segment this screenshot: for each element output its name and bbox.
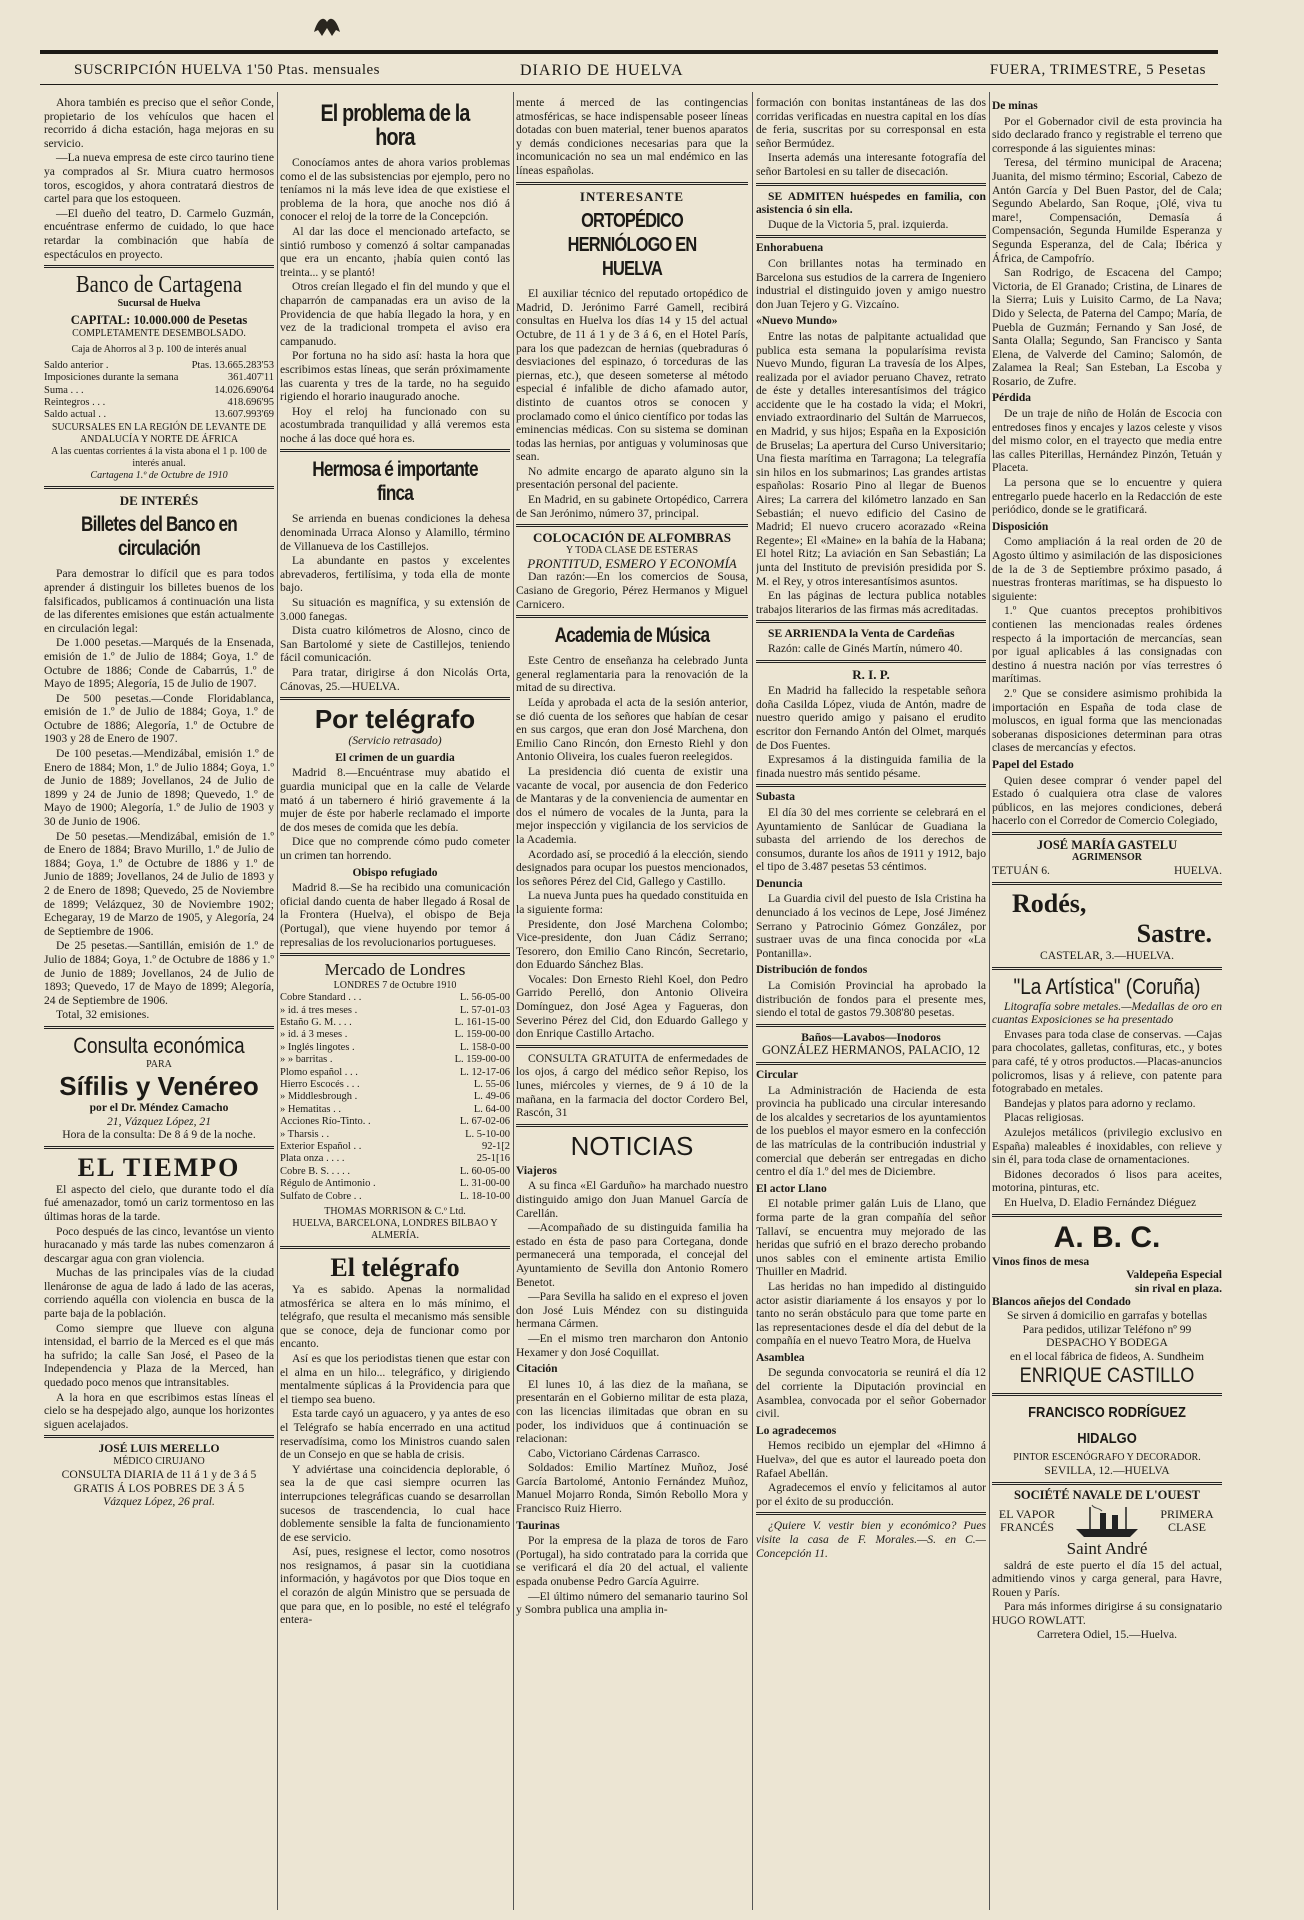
separator: [280, 953, 510, 956]
ad-consulta-address: 21, Vázquez López, 21: [106, 1114, 212, 1128]
article-paragraph: —El último número del semanario taurino Sol y Sombra publica una amplia in-: [516, 1589, 748, 1617]
separator: [756, 183, 986, 186]
market-firm: THOMAS MORRISON & C.º Ltd.: [324, 1206, 466, 1217]
article-paragraph: Bandejas y platos para adorno y reclamo.: [1004, 1096, 1196, 1110]
article-paragraph: Las heridas no han impedido al distinguido actor asistir diariamente á los ensayos y por lo tanto no serán obstáculo para que tome parte en las representaciones desde el día del debut de la compañía en el nuevo Teatro Mora, de Huelva: [756, 1279, 986, 1348]
separator: [756, 620, 986, 623]
table-row: [280, 992, 510, 1004]
article-paragraph: —Acompañado de su distinguida familia ha estado en ésta de paso para Cortegana, donde permanecerá una temporada, el concejal del Ayuntamiento de Sevilla don Antonio Romero Benetot.: [516, 1221, 748, 1289]
article-paragraph: Ya es sabido. Apenas la normalidad atmosférica se altera en lo más mínimo, el telégrafo, que resulta el mecanismo más sensible que se conoce, deja de funcionar como por encanto.: [280, 1283, 510, 1351]
ad-admiten-address: Duque de la Victoria 5, pral. izquierda.: [768, 217, 949, 231]
article-paragraph: La persona que se lo encuentre y quiera entregarlo puede hacerlo en la Redacción de este periódico, donde se le gratificará.: [992, 476, 1222, 517]
article-headline: Billetes del Banco en circulación: [80, 513, 237, 561]
ad-abc-line: Valdepeña Especial: [1126, 1268, 1222, 1282]
table-row: [44, 385, 274, 397]
ad-alfombras-slogan: PRONTITUD, ESMERO Y ECONOMÍA: [527, 555, 737, 571]
table-cell: L. 56-05-00: [459, 992, 510, 1004]
bank-branch: Sucursal de Huelva: [117, 298, 201, 310]
ad-gastelu-address: [992, 864, 1222, 878]
article-paragraph: Así es que los periodistas tienen que estar con el alma en un hilo... telegráfico, y dirigiendo mentalmente súplicas á la Providencia para que el tiempo sea bueno.: [280, 1351, 510, 1406]
separator: [756, 1024, 986, 1027]
table-row: [280, 1129, 510, 1141]
separator: [44, 265, 274, 268]
article-subheadline: (Servicio retrasado): [348, 734, 442, 748]
table-cell: L. 60-05-00: [459, 1165, 510, 1177]
ad-hidalgo-name: FRANCISCO RODRÍGUEZ HIDALGO: [1028, 1404, 1186, 1448]
ad-abc-line: Para pedidos, utilizar Teléfono nº 99: [1022, 1322, 1192, 1336]
article-paragraph: Por el Gobernador civil de esta provincia ha sido declarado franco y registrable el terreno que corresponde á las siguientes minas:: [992, 114, 1222, 155]
article-subheading: Papel del Estado: [992, 758, 1074, 771]
separator: [756, 235, 986, 238]
separator: [516, 1124, 748, 1127]
table-row: [44, 360, 274, 372]
table-row: [44, 397, 274, 409]
article-headline: Hermosa é importante finca: [312, 458, 478, 506]
table-cell: Plata onza . . . .: [280, 1153, 345, 1165]
article-subheading: Disposición: [992, 520, 1049, 533]
table-cell: Acciones Río-Tinto. .: [280, 1116, 371, 1128]
bank-title: Banco de Cartagena: [75, 272, 243, 299]
article-paragraph: Su situación es magnífica, y su extensión de 3.000 fanegas.: [280, 596, 510, 623]
article-paragraph: Soldados: Emilio Martínez Muñoz, José García Bartolomé, Antonio Fernández Muñoz, Manuel Mojarro Ronda, Simón Rebollo Mora y Francisco Ruiz Hierro.: [516, 1461, 748, 1516]
article-paragraph: En las páginas de lectura publica notables trabajos literarios de las firmas más acreditadas.: [756, 589, 986, 616]
table-cell: L. 55-06: [473, 1078, 510, 1090]
article-paragraph: saldrá de este puerto el día 15 del actual, admitiendo vinos y carga general, para Havre, Rouen y París.: [992, 1558, 1222, 1599]
masthead-bottom-rule: [40, 84, 1218, 85]
table-cell: L. 67-02-06: [459, 1116, 510, 1128]
ad-gastelu-street: TETUÁN 6.: [992, 864, 1050, 878]
article-subheading: Circular: [756, 1069, 798, 1081]
article-paragraph: La abundante en pastos y excelentes abrevaderos, fertilísima, y toda ella de monte bajo.: [280, 554, 510, 595]
table-row: [280, 1054, 510, 1066]
article-paragraph: CONSULTA GRATUITA de enfermedades de los ojos, á cargo del médico señor Repiso, los lunes, miércoles y viernes, de 9 á 10 de la mañana, en la farmacia del doctor Cordero Bel, Rascón, 31: [516, 1051, 748, 1120]
ad-rodes-name: Rodés,: [1012, 889, 1087, 919]
article-paragraph: Placas religiosas.: [1004, 1111, 1084, 1125]
market-date: LONDRES 7 de Octubre 1910: [333, 980, 457, 992]
article-paragraph: Dice que no comprende cómo pudo cometer un crimen tan horrendo.: [280, 835, 510, 862]
table-row: [280, 1104, 510, 1116]
article-paragraph: Esta tarde cayó un aguacero, y ya antes de eso el Telégrafo se había encerrado en una actitud reservadísima, como los Ministros cuando salen de un Consejo en que se habla de crisis.: [280, 1407, 510, 1462]
article-paragraph: Para demostrar lo difícil que es para todos aprender á distinguir los billetes buenos de los falsificados, publicamos á continuación una lista de las diferentes emisiones que están actualmente en circulación legal:: [44, 567, 274, 635]
article-paragraph: Conocíamos antes de ahora varios problemas como el de las subsistencias por ejemplo, pero no teníamos ni la más leve idea de que existiese el problema de la hora, que anoche nos dió á conocer el reloj de la torre de la Concepción.: [280, 156, 510, 224]
bank-capital: CAPITAL: 10.000.000 de Pesetas: [70, 313, 248, 328]
ad-abc-line: DESPACHO Y BODEGA: [1046, 1336, 1168, 1350]
article-paragraph: Bidones decorados ó lisos para aceites, motorina, pinturas, etc.: [992, 1167, 1222, 1195]
table-cell: Estaño G. M. . . .: [280, 1016, 352, 1028]
table-cell: Cobre Standard . . .: [280, 992, 362, 1004]
table-cell: L. 49-06: [473, 1091, 510, 1103]
article-subheading: El crimen de un guardia: [335, 751, 455, 764]
table-cell: 13.607.993'69: [214, 409, 274, 421]
article-paragraph: Teresa, del término municipal de Aracena; Juanita, del mismo término; Escorial, Cabezo de Antón García y Del Buen Pastor, del de Cala; Segundo Abelardo, San Roque, ¡Olé, viva tu mare!, Compensación, Demasía á Compensación, Segunda Humilde Esperanza y Segunda Esperanza, del de Cala; Ibérica y África, de Campofrío.: [992, 156, 1222, 265]
article-paragraph: Como ampliación á la real orden de 20 de Agosto último y asimilación de las disposiciones de la de 3 de Septiembre próximo pasado, á nuestras fronteras marítimas, se ha dispuesto lo siguiente:: [992, 535, 1222, 603]
ad-consulta-para: PARA: [146, 1058, 172, 1070]
table-cell: Sulfato de Cobre . .: [280, 1190, 362, 1202]
bank-note-2: A las cuentas corrientes á la vista abona el 1 p. 100 de interés anual.: [51, 445, 267, 469]
article-paragraph: Madrid 8.—Encuéntrase muy abatido el guardia municipal que en la calle de Velarde mató á un tabernero é hirió gravemente á la mujer de éste por haberle reclamado el importe de dos meses de comida que les debía.: [280, 766, 510, 834]
separator: [992, 967, 1222, 970]
article-paragraph: La Administración de Hacienda de esta provincia ha publicado una circular interesando de los alcaldes y secretarios de los ayuntamientos de los pueblos el mayor esmero en la confección de las matrículas de la contribución industrial y comercial que deberán ser entregadas en dicho centro el día 1.º del mes de Diciembre.: [756, 1083, 986, 1179]
article-headline: ORTOPÉDICO HERNIÓLOGO EN HUELVA: [567, 210, 697, 281]
article-paragraph: Acordado así, se procedió á la elección, siendo designados para ocupar los puestos mencionados, los señores Pérez del Cid, Gallego y Castillo.: [516, 847, 748, 888]
ad-gastelu-name: JOSÉ MARÍA GASTELU: [1036, 837, 1178, 852]
article-paragraph: De 100 pesetas.—Mendizábal, emisión 1.º de Enero de 1884; Mon, 1.º de Julio 1884; Goya, 1.º de Junio de 1889; Jovellanos, 24 de Julio de 1899 y 24 de Junio de 1898; Quevedo, 1.º de Mayo de 1900; Alegoría, 1.º de Julio de 1903 y 30 de Junio de 1906.: [44, 747, 274, 829]
separator: [516, 1045, 748, 1048]
table-row: [44, 372, 274, 384]
ad-navale-ship: Saint André: [1066, 1538, 1148, 1558]
separator: [756, 660, 986, 663]
article-subheading: El actor Llano: [756, 1182, 827, 1195]
table-row: [280, 1116, 510, 1128]
article-headline: Por telégrafo: [314, 704, 476, 735]
article-subheading: Taurinas: [516, 1519, 560, 1532]
article-paragraph: Quien desee comprar ó vender papel del Estado ó cualquiera otra clase de valores públicos, en las mejores condiciones, deberá hacerlo con el Corredor de Comercio Colegiado,: [992, 773, 1222, 828]
article-paragraph: Así, pues, resignese el lector, como nosotros nos resignamos, á pasar sin la cuotidiana información, y hagávotos por que Dios toque en el corazón de algún Ministro que se persuada de que para que, en lo posible, no esté el telégrafo entera-: [280, 1545, 510, 1627]
table-cell: L. 158-0-00: [459, 1041, 510, 1053]
table-row: [280, 1017, 510, 1029]
ad-abc-line: Vinos finos de mesa: [992, 1254, 1090, 1268]
article-headline: Mercado de Londres: [324, 960, 466, 980]
article-paragraph: Vocales: Don Ernesto Riehl Koel, don Pedro Garrido Perelló, don Antonio Oliveira Domínguez, don José Agea y Fagueras, don Severino Pérez del Cid, don Eduardo Gallego y don Enrique Castillo Artacho.: [516, 972, 748, 1041]
article-subheading: De minas: [992, 100, 1038, 112]
separator: [44, 1435, 274, 1438]
steamship-icon: [1072, 1503, 1142, 1539]
article-paragraph: El lunes 10, á las diez de la mañana, se presentarán en el Gobierno militar de esta plaza, con las licencias ilimitadas que obran en su poder, los individuos que á continuación se relacionan:: [516, 1377, 748, 1446]
ad-merello-name: JOSÉ LUIS MERELLO: [98, 1442, 220, 1456]
section-heading: INTERESANTE: [579, 188, 685, 204]
column-divider: [752, 92, 753, 1910]
ad-navale-left: EL VAPOR FRANCÉS: [998, 1506, 1056, 1534]
table-cell: Reintegros . . .: [44, 396, 106, 408]
table-cell: Imposiciones durante la semana: [44, 372, 179, 384]
separator: [992, 832, 1222, 835]
article-paragraph: Por fortuna no ha sido así: hasta la hora que escribimos estas líneas, que serán próximamente las cuarenta y tres de la tarde, no ha seguido rigiendo el horario inaugurado anoche.: [280, 349, 510, 404]
separator: [516, 615, 748, 618]
ad-rodes-address: CASTELAR, 3.—HUELVA.: [1040, 949, 1174, 963]
table-cell: 361.407'11: [227, 372, 274, 384]
article-paragraph: Envases para toda clase de conservas. —Cajas para chocolates, galletas, confituras, etc., y botes para café, té y otros productos.—Placas-anuncios policromos, lisas y á relieve, con patente para fotograbado en metales.: [992, 1027, 1222, 1096]
article-paragraph: Para tratar, dirigirse á don Nicolás Orta, Cánovas, 25.—HUELVA.: [280, 666, 510, 693]
table-cell: » » barritas .: [280, 1054, 333, 1066]
ad-consulta-doctor: por el Dr. Méndez Camacho: [89, 1100, 229, 1114]
ad-admiten: SE ADMITEN huéspedes en familia, con asistencia ó sin ella.: [756, 189, 986, 217]
ad-abc-line: sin rival en plaza.: [1135, 1281, 1222, 1295]
table-cell: Hierro Escocés . . .: [280, 1078, 360, 1090]
ad-banos-name: GONZÁLEZ HERMANOS, PALACIO, 12: [762, 1043, 980, 1058]
table-cell: 25-1[16: [476, 1153, 510, 1165]
table-cell: Régulo de Antimonio .: [280, 1178, 376, 1190]
table-cell: » Hematitas . .: [280, 1103, 341, 1115]
table-row: [280, 1042, 510, 1054]
table-cell: Cobre B. S. . . . .: [280, 1165, 351, 1177]
article-paragraph: A su finca «El Garduño» ha marchado nuestro distinguido amigo don Juan Manuel García de Carellán.: [516, 1179, 748, 1220]
ad-abc-line: Blancos añejos del Condado: [992, 1295, 1131, 1309]
ad-abc-line: Se sirven á domicilio en garrafas y botellas: [1007, 1308, 1207, 1322]
ad-alfombras-sub: Y TODA CLASE DE ESTERAS: [565, 544, 699, 556]
article-subheading: Lo agradecemos: [756, 1424, 837, 1437]
article-paragraph: El auxiliar técnico del reputado ortopédico de Madrid, D. Jerónimo Farré Gamell, recibirá consultas en Huelva los días 14 y 15 del actual Octubre, de 11 á 1 y de 3 á 6, en el Hotel París, para los que padezcan de hernias (quebraduras ó desviaciones del espinazo, ó torceduras de las piernas, etc.), que deseen someterse al método especial é infalible de dicho afamado autor, distinto de cuantos otros se conocen y proclamado como el único científico por todas las eminencias médicas. Con su sistema se dominan todas las hernias, por antiguas y voluminosas que sean.: [516, 287, 748, 464]
ad-navale-title: SOCIÉTÉ NAVALE DE L'OUEST: [1013, 1487, 1201, 1502]
article-paragraph: 2.º Que se considere asimismo prohibida la importación en España de toda clase de moluscos, en igual forma que las mencionadas soberanas disposiciones determinan para otras clases de mercancías y efectos.: [992, 686, 1222, 755]
separator: [992, 1214, 1222, 1217]
table-row: [280, 1141, 510, 1153]
article-paragraph: Litografía sobre metales.—Medallas de oro en cuantas Exposiciones se ha presentado: [992, 999, 1222, 1027]
masthead-top-rule: [40, 50, 1218, 54]
ad-morales: ¿Quiere V. vestir bien y económico? Pues visite la casa de F. Morales.—S. en C.—Concepción 11.: [756, 1519, 986, 1560]
article-paragraph: Entre las notas de palpitante actualidad que publica esta semana la popularísima revista Nuevo Mundo, figuran La travesía de los Alpes, realizada por el aviador peruano Chavez, retrato de éste y detalles interesantísimos del trágico accidente que le ha costado la vida; el Mokri, enviado extraordinario del Sultán de Marruecos, en Madrid, y sus hijos; España en la Exposición de Bruselas; La apertura del Curso Universitario; Una fiesta marítima en Tarragona; La telegrafía sin hilos en los submarinos; Las grandes artistas españolas: Rosario Pino al llegar de Buenos Aires; La carrera del kilómetro lanzado en San Sebastián; el nuevo edificio del Casino de Madrid; El nuevo crucero acorazado «Reina Regente»; El «Maine» en la bahía de la Habana; El hotel Ritz; La aviación en San Sebastián; La junta del Instituto de previsión presidida por S. M. el Rey, y otros interesantísimos asuntos.: [756, 329, 986, 588]
article-paragraph: Agradecemos el envío y felicitamos al autor por el éxito de su producción.: [756, 1481, 986, 1508]
article-subheading: Denuncia: [756, 877, 803, 890]
ad-arrienda: SE ARRIENDA la Venta de Cardeñas: [768, 627, 955, 641]
table-row: [280, 1178, 510, 1190]
article-paragraph: De 1.000 pesetas.—Marqués de la Ensenada, emisión de 1.º de Julio de 1884; Goya, 1.º de Octubre de 1886; Conde de Cabarrús, 1.º de Mayo de 1895; Alegoría, 15 de Julio de 1907.: [44, 636, 274, 691]
masthead: [40, 58, 1218, 84]
ad-banos-title: Baños—Lavabos—Inodoros: [801, 1030, 941, 1044]
column-divider: [513, 92, 514, 1910]
obituary-heading: R. I. P.: [852, 666, 890, 682]
article-subheading: Obispo refugiado: [352, 866, 438, 879]
bank-paid: COMPLETAMENTE DESEMBOLSADO.: [72, 327, 246, 339]
table-cell: » Inglés lingotes .: [280, 1041, 355, 1053]
article-paragraph: San Rodrigo, de Escacena del Campo; Victoria, de El Granado; Cristina, de Linares de la Sierra; Luis y Luisito Carmo, de La Nava; Dido y Selecta, de Paterna del Campo; María, de Puebla de Guzmán; Fernando y San José, de Santa Olalla; Segundo, San Francisco y Santa Elena, de Valverde del Camino; Salomón, de Zalamea la Real; San Esteban, La Escoba y Rosario, de Zufre.: [992, 266, 1222, 388]
table-cell: L. 159-00-00: [454, 1029, 510, 1041]
article-paragraph: La nueva Junta pues ha quedado constituida en la siguiente forma:: [516, 889, 748, 916]
article-paragraph: El notable primer galán Luis de Llano, que forma parte de la gran compañía del señor Tallaví, se encuentra muy mejorado de las heridas que sufrió en el brazo derecho probando unos sables con el eminente artista Emilio Thuiller en Madrid.: [756, 1197, 986, 1279]
bank-rate: Caja de Ahorros al 3 p. 100 de interés anual: [71, 343, 247, 355]
table-cell: Ptas. 13.665.283'53: [191, 359, 274, 371]
separator: [992, 1393, 1222, 1396]
column-5: [992, 96, 1222, 1910]
column-4: [756, 96, 986, 1910]
article-subheading: Pérdida: [992, 392, 1031, 405]
table-cell: » id. á tres meses .: [280, 1004, 358, 1016]
table-row: [280, 1166, 510, 1178]
ad-merello-role: MÉDICO CIRUJANO: [113, 1456, 205, 1467]
article-paragraph: Muchas de las principales vías de la ciudad llenáronse de agua de lado á lado de las aceras, corriendo aquélla con violencia en busca de la parte baja de la población.: [44, 1266, 274, 1321]
separator: [44, 1026, 274, 1029]
article-paragraph: —Para Sevilla ha salido en el expreso el joven don José Luis Méndez con su distinguida hermana Cármen.: [516, 1290, 748, 1331]
article-paragraph: En Madrid ha fallecido la respetable señora doña Casilda López, viuda de Antón, madre de nuestro querido amigo y paisano el erudito escritor don Fernando Antón del Olmet, marqués de Dos Fuentes.: [756, 684, 986, 752]
separator: [280, 1246, 510, 1249]
separator: [516, 524, 748, 527]
ad-consulta-title: Consulta económica: [73, 1032, 245, 1058]
table-cell: » id. á 3 meses .: [280, 1029, 348, 1041]
table-cell: L. 57-01-03: [459, 1004, 510, 1016]
section-heading-noticias: NOTICIAS: [570, 1130, 694, 1161]
separator: [280, 449, 510, 452]
table-cell: Suma . . .: [44, 384, 84, 396]
article-paragraph: Expresamos á la distinguida familia de la finada nuestro más sentido pésame.: [756, 753, 986, 780]
article-subheading: «Nuevo Mundo»: [756, 315, 838, 328]
separator: [756, 784, 986, 787]
column-1: [44, 96, 274, 1910]
article-paragraph: A la hora en que escribimos estas líneas el cielo se ha despejado algo, aunque los horizontes siguen acelajados.: [44, 1390, 274, 1431]
article-paragraph: Hoy el reloj ha funcionado con su acostumbrada tranquilidad y allá veremos esta noche á las doce qué hora es.: [280, 404, 510, 445]
article-paragraph: —En el mismo tren marcharon don Antonio Hexamer y don José Coquillat.: [516, 1331, 748, 1359]
table-cell: L. 12-17-06: [459, 1066, 510, 1078]
ad-alfombras-title: COLOCACIÓN DE ALFOMBRAS: [533, 530, 731, 546]
ad-merello-free: GRATIS Á LOS POBRES DE 3 Á 5: [73, 1481, 245, 1495]
table-cell: 14.026.690'64: [214, 384, 274, 396]
article-paragraph: El día 30 del mes corriente se celebrará en el Ayuntamiento de Sanlúcar de Guadiana la subasta del arriendo de los derechos de consumos, durante los años de 1911 y 1912, bajo el tipo de 3.487 pesetas 53 céntimos.: [756, 805, 986, 874]
ad-arrienda-address: Razón: calle de Ginés Martín, número 40.: [768, 641, 963, 655]
article-paragraph: En Huelva, D. Eladio Fernández Diéguez: [1004, 1195, 1197, 1209]
article-paragraph: Este Centro de enseñanza ha celebrado Junta general reglamentaria para la renovación de la mitad de su directiva.: [516, 654, 748, 695]
article-headline: Academia de Música: [554, 624, 710, 648]
article-subheading: Distribución de fondos: [756, 964, 868, 977]
article-paragraph: El aspecto del cielo, que durante todo el día fué amenazador, tomó un cariz tormentoso en las últimas horas de la tarde.: [44, 1182, 274, 1223]
article-paragraph: La Guardia civil del puesto de Isla Cristina ha denunciado á los vecinos de Lepe, José Jiménez Serrano y Patrocinio Gómez González, por sustraer uvas de una finca conocida por «La Pontanilla».: [756, 892, 986, 960]
table-cell: Saldo actual . .: [44, 409, 107, 421]
article-paragraph: De 25 pesetas.—Santillán, emisión de 1.º de Julio de 1884; Goya, 1.º de Octubre de 1886 y 1.º de Junio de 1889; Jovellanos, 24 de Julio de 1893; Quevedo, 17 de Mayo de 1899; Alegoría, 24 de Septiembre de 1906.: [44, 939, 274, 1007]
bank-balance-table: [44, 360, 274, 422]
article-paragraph: mente á merced de las contingencias atmosféricas, se hace indispensable poseer líneas dotadas con buen material, tener buenos aparatos y demás condiciones necesarias para que la incomunicación no sea un mal endémico en las líneas españolas.: [516, 96, 748, 177]
column-3: [516, 96, 748, 1910]
article-paragraph: —La nueva empresa de este circo taurino tiene ya comprados al Sr. Miura cuatro hermosos toros, escogidos, y ahora contratará diestros de cartel para que los estoqueen.: [44, 151, 274, 206]
article-paragraph: Para más informes dirigirse á su consignatario HUGO ROWLATT.: [992, 1600, 1222, 1627]
article-paragraph: La Comisión Provincial ha aprobado la distribución de fondos para el presente mes, siendo el total de gastos 79.308'80 pesetas.: [756, 979, 986, 1020]
separator: [992, 882, 1222, 885]
table-cell: L. 161-15-00: [454, 1016, 510, 1028]
table-row: [280, 1153, 510, 1165]
ad-abc-line: en el local fábrica de fideos, A. Sundheim: [1009, 1349, 1205, 1363]
separator: [44, 1146, 274, 1149]
separator: [756, 1512, 986, 1515]
table-cell: 92-1[2: [482, 1140, 510, 1152]
article-paragraph: Al dar las doce el mencionado artefacto, se sintió rumboso y comenzó á soltar campanadas que era un encanto, ¡había quien contó las treinta... y se plantó!: [280, 224, 510, 279]
table-row: [280, 1191, 510, 1203]
table-row: [280, 1005, 510, 1017]
masthead-title: DIARIO DE HUELVA: [520, 62, 684, 79]
bank-date: Cartagena 1.º de Octubre de 1910: [90, 469, 228, 481]
article-headline: El problema de la hora: [320, 100, 470, 151]
article-paragraph: Presidente, don José Marchena Colombo; Vice-presidente, don Juan Cádiz Serrano; Tesorero, don Emilio Cano Rincón, Secretario, don Eduardo Sánchez Blas.: [516, 917, 748, 972]
table-row: [280, 1091, 510, 1103]
ad-consulta-headline: Sífilis y Venéreo: [59, 1070, 259, 1101]
market-cities: HUELVA, BARCELONA, LONDRES BILBAO Y ALMERÍA.: [292, 1218, 498, 1241]
ad-gastelu-role: AGRIMENSOR: [1071, 852, 1142, 864]
masthead-ornament-icon: [310, 12, 344, 40]
article-paragraph: —El dueño del teatro, D. Carmelo Guzmán, encuéntrase enfermo de cuidado, lo que hace retardar la combinación que había de espectáculos en proyecto.: [44, 206, 274, 261]
article-paragraph: Hemos recibido un ejemplar del «Himno á Huelva», del que es autor el laureado poeta don Rafael Abellán.: [756, 1439, 986, 1480]
article-subheading: Asamblea: [756, 1351, 805, 1364]
article-paragraph: formación con bonitas instantáneas de las dos corridas verificadas en nuestra capital en los días de feria, suscritas por su corresponsal en esta señor Bermúdez.: [756, 96, 986, 150]
separator: [44, 486, 274, 489]
article-subheading: Subasta: [756, 791, 795, 804]
ad-merello-hours: CONSULTA DIARIA de 11 á 1 y de 3 á 5: [61, 1468, 257, 1481]
column-divider: [989, 92, 990, 1910]
table-cell: L. 31-00-00: [459, 1178, 510, 1190]
article-paragraph: Azulejos metálicos (privilegio exclusivo en España) maleables é inoxidables, con relieve y sin él, para toda clase de ornamentaciones.: [992, 1126, 1222, 1167]
section-heading: DE INTERÉS: [119, 492, 199, 508]
article-paragraph: De segunda convocatoria se reunirá el día 12 del corriente la Diputación provincial en Asamblea, convocada por el señor Gobernador civil.: [756, 1366, 986, 1421]
article-paragraph: Como siempre que llueve con alguna intensidad, el barrio de la Merced es el que más ha sufrido; la calle San José, el Paseo de la Independencia y Plaza de la Merced, han quedado poco menos que intransitables.: [44, 1321, 274, 1390]
ad-hidalgo-address: SEVILLA, 12.—HUELVA: [1044, 1464, 1170, 1478]
article-paragraph: Total, 32 emisiones.: [56, 1008, 150, 1022]
table-cell: L. 18-10-00: [459, 1190, 510, 1202]
article-paragraph: La presidencia dió cuenta de existir una vacante de vocal, por ausencia de don Federico de Mantaras y de la conveniencia de aumentar en dos el número de vocales de la Junta, para la mejor inspección y vigilancia de los servicios de la Academia.: [516, 764, 748, 846]
separator: [280, 697, 510, 700]
table-cell: L. 5-10-00: [465, 1128, 510, 1140]
article-paragraph: Cabo, Victoriano Cárdenas Carrasco.: [528, 1446, 700, 1460]
article-paragraph: Madrid 8.—Se ha recibido una comunicación oficial dando cuenta de haber llegado á Rosal de la Frontera (Huelva), el obispo de Beja (Portugal), que viene huyendo por temor á represalias de los revolucionarios portugueses.: [280, 881, 510, 949]
ad-hidalgo-role: PINTOR ESCENÓGRAFO Y DECORADOR.: [1013, 1452, 1201, 1464]
table-cell: Plomo español . . .: [280, 1066, 358, 1078]
table-cell: L. 159-00-00: [454, 1054, 510, 1066]
table-row: [44, 409, 274, 421]
market-table: [280, 992, 510, 1203]
article-paragraph: Leída y aprobada el acta de la sesión anterior, se dió cuenta de los señores que habían de cesar en sus cargos, que eran don José Marchena, don Emilio Cano Rincón, don Ernesto Riehl y don Antonio Oliveira, los cuales fueron reelegidos.: [516, 696, 748, 764]
ad-navale-right: PRIMERA CLASE: [1160, 1506, 1214, 1534]
ad-gastelu-city: HUELVA.: [1174, 864, 1222, 878]
article-subheading: Citación: [516, 1363, 558, 1376]
article-paragraph: De 500 pesetas.—Conde Floridablanca, emisión de 1.º de Julio de 1884; Goya, 1.º de Octubre de 1886; Alegoría, 1.º de Octubre de 1903 y 28 de Enero de 1907.: [44, 691, 274, 746]
column-2: [280, 96, 510, 1910]
article-paragraph: Y adviértase una coincidencia deplorable, ó sea la de que casi siempre ocurren las interrupciones telegráficas cuando se desarrollan sucesos de trascendencia, lo cual hace doblemente sensible la falta de funcionamiento de ese servicio.: [280, 1462, 510, 1544]
ad-navale-header: [992, 1503, 1222, 1539]
article-paragraph: Inserta además una interesante fotografía del señor Bartolesi en su taller de disecación.: [756, 151, 986, 178]
ad-artistica-title: "La Artística" (Coruña): [1013, 973, 1201, 999]
article-paragraph: Otros creían llegado el fin del mundo y que el chaparrón de campanadas era un aviso de la Providencia de que había llegado la hora, y en vez de la tradicional trompeta el aviso era campanudo.: [280, 280, 510, 348]
ad-navale-address: Carretera Odiel, 15.—Huelva.: [1036, 1628, 1178, 1642]
article-paragraph: Con brillantes notas ha terminado en Barcelona sus estudios de la carrera de Ingeniero industrial el distinguido joven y amigo nuestro don Juan Tejero y G. Vizcaíno.: [756, 256, 986, 311]
bank-note: SUCURSALES EN LA REGIÓN DE LEVANTE DE ANDALUCÍA Y NORTE DE ÁFRICA: [51, 421, 267, 445]
article-subheading: Viajeros: [516, 1164, 557, 1177]
article-paragraph: En Madrid, en su gabinete Ortopédico, Carrera de San Jerónimo, número 37, principal.: [516, 493, 748, 520]
table-row: [280, 1067, 510, 1079]
article-paragraph: Dan razón:—En los comercios de Sousa, Casiano de Gregorio, Pérez Hermanos y Miguel Carnicero.: [516, 570, 748, 611]
table-cell: 418.696'95: [227, 396, 274, 408]
article-paragraph: Poco después de las cinco, levantóse un viento huracanado y más tarde las nubes comenzaron á descargar agua con gran violencia.: [44, 1224, 274, 1265]
article-paragraph: Por la empresa de la plaza de toros de Faro (Portugal), ha sido contratado para la corrida que se verificará el día 20 del actual, el valiente espada onubense Pedro García Aguirre.: [516, 1534, 748, 1589]
separator: [516, 182, 748, 185]
article-headline: El telégrafo: [330, 1253, 460, 1282]
table-row: [280, 1079, 510, 1091]
article-paragraph: Ahora también es preciso que el señor Conde, propietario de los vehículos que hacen el recorrido á dicha estación, haga mejoras en su servicio.: [44, 96, 274, 150]
table-cell: Saldo anterior .: [44, 359, 109, 371]
article-paragraph: De 50 pesetas.—Mendizábal, emisión de 1.º de Enero de 1884; Bravo Murillo, 1.º de Julio de 1884; Goya, 1.º de Octubre de 1886 y 1.º de Junio de 1889; Jovellanos, 24 de Julio de 1893 y 2 de Enero de 1898; Quevedo, 25 de Noviembre de 1899; Velázquez, 30 de Noviembre 1902; Echegaray, 19 de Marzo de 1905, y Alegoría, 24 de Septiembre de 1906.: [44, 829, 274, 938]
ad-abc-owner: ENRIQUE CASTILLO: [1019, 1364, 1195, 1388]
masthead-price: FUERA, TRIMESTRE, 5 Pesetas: [989, 62, 1206, 78]
table-row: [280, 1029, 510, 1041]
masthead-subscription: SUSCRIPCIÓN HUELVA 1'50 Ptas. mensuales: [74, 62, 380, 78]
article-paragraph: Se arrienda en buenas condiciones la dehesa denominada Urraca Alonso y Alamillo, término de Villanueva de los Castillejos.: [280, 512, 510, 553]
ad-abc-title: A. B. C.: [1053, 1220, 1161, 1254]
ad-rodes-trade: Sastre.: [1136, 919, 1212, 949]
separator: [756, 1062, 986, 1065]
table-cell: » Tharsis . .: [280, 1128, 330, 1140]
article-paragraph: Dista cuatro kilómetros de Alosno, cinco de San Bartolomé y siete de Castillejos, teniendo fácil comunicación.: [280, 624, 510, 665]
article-paragraph: De un traje de niño de Holán de Escocia con entredoses finos y encajes y lazos celeste y visos del mismo color, en el trayecto que media entre las calles Piterillas, Hernández Pinzón, Tetuán y Placeta.: [992, 407, 1222, 475]
separator: [992, 1482, 1222, 1485]
table-cell: Exterior Español . .: [280, 1140, 362, 1152]
article-subheading: Enhorabuena: [756, 242, 824, 255]
table-cell: L. 64-00: [473, 1103, 510, 1115]
ad-merello-address: Vázquez López, 26 pral.: [103, 1495, 215, 1509]
ad-consulta-hours: Hora de la consulta: De 8 á 9 de la noche.: [62, 1128, 256, 1142]
article-headline: EL TIEMPO: [77, 1152, 241, 1182]
table-cell: » Middlesbrough .: [280, 1091, 358, 1103]
article-paragraph: 1.º Que cuantos preceptos prohibitivos contienen las mencionadas reales órdenes respecto á la importación de mercancías, sean por igual aplicables á las consignadas con destino á nuestra nación por vías terrestres ó marítimas.: [992, 604, 1222, 686]
column-divider: [277, 92, 278, 1910]
article-paragraph: No admite encargo de aparato alguno sin la presentación personal del paciente.: [516, 464, 748, 492]
